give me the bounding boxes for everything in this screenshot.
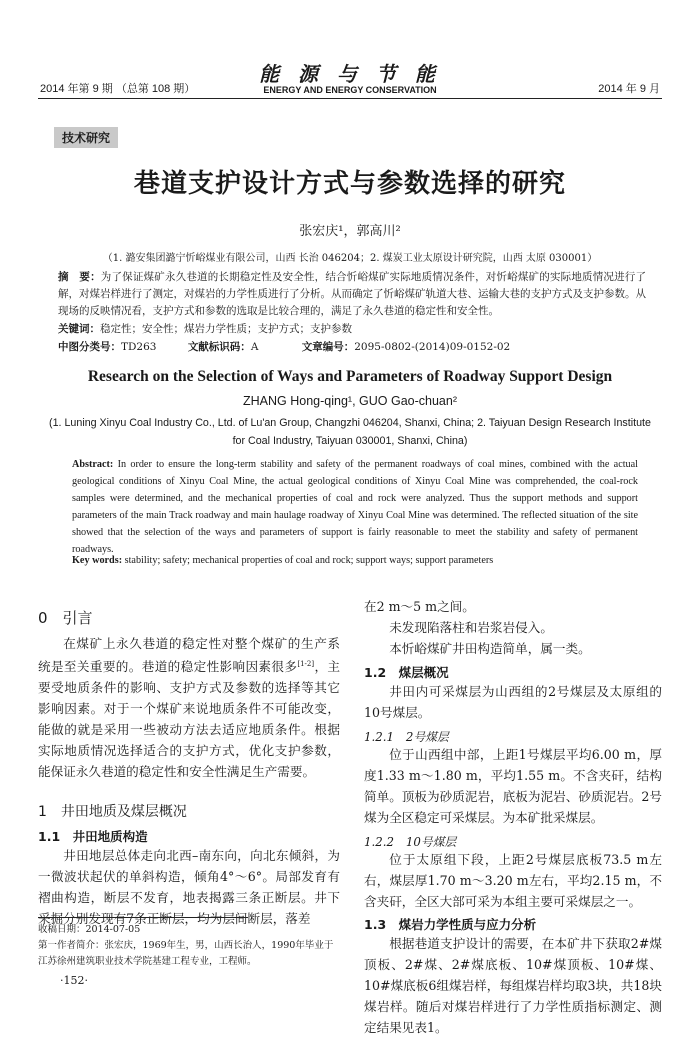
keywords-en-text: stability; safety; mechanical properties of coal and rock; support ways; support parameters <box>124 555 494 566</box>
intro-citation: [1-2] <box>297 660 315 668</box>
affiliation-en-line-1: (1. Luning Xinyu Coal Industry Co., Ltd. of Lu'an Group, Changzhi 046204, Shanxi, China; 2. Taiyuan Design Research Institute <box>49 417 651 429</box>
article-no-value: 2095-0802-(2014)09-0152-02 <box>354 341 511 353</box>
abstract-en <box>72 456 638 558</box>
journal-masthead <box>220 58 480 95</box>
title-cn: 巷道支护设计方式与参数选择的研究 <box>133 169 566 199</box>
section-1-1-paragraph: 井田地层总体走向北西–南东向，向北东倾斜，为一微波状起伏的单斜构造，倾角4°～6°。局部发育有褶曲构造，断层不发育，地表揭露三条正断层。井下采掘分别发现有7条正断层，均为层间断层，落差 <box>38 848 340 926</box>
structure-class-text: 本忻峪煤矿井田构造简单，属一类。 <box>389 641 591 656</box>
right-col-continuation: 在2 m～5 m之间。 <box>364 599 475 614</box>
intro-text-a: 在煤矿上永久巷道的稳定性对整个煤矿的生产系统是至关重要的。巷道的稳定性影响因素很多 <box>38 636 340 675</box>
section-1-2-1-heading: 1.2.1 2号煤层 <box>364 730 449 744</box>
affiliation-cn: （1. 潞安集团潞宁忻峪煤业有限公司，山西 长治 046204；2. 煤炭工业太原设计研究院，山西 太原 030001） <box>102 253 598 264</box>
footnotes <box>38 922 340 970</box>
affiliation-en <box>0 414 700 450</box>
issue-info: 2014 年第 9 期 （总第 108 期） <box>40 83 196 95</box>
section-0-heading: 0 引言 <box>38 609 93 627</box>
clc-label: 中图分类号： <box>58 341 121 353</box>
page-number: ·152· <box>60 974 88 987</box>
issue-date: 2014 年 9 月 <box>598 83 660 95</box>
doc-code-label: 文献标识码： <box>187 341 251 353</box>
section-1-1-heading: 1.1 井田地质构造 <box>38 829 148 844</box>
article-no-label: 文章编号： <box>301 341 355 353</box>
keywords-cn-text: 稳定性；安全性；煤岩力学性质；支护方式；支护参数 <box>100 323 352 335</box>
section-1-heading: 1 井田地质及煤层概况 <box>38 804 187 820</box>
author-bio: 第一作者简介：张宏庆，1969年生，男，山西长治人，1990年毕业于江苏徐州建筑职业技术学院基建工程专业，工程师。 <box>38 940 334 967</box>
journal-title-cn: 能 源 与 节 能 <box>259 62 441 86</box>
classification <box>58 339 646 356</box>
received-date: 收稿日期：2014-07-05 <box>38 924 141 935</box>
section-tag: 技术研究 <box>54 127 118 148</box>
abstract-en-text: In order to ensure the long-term stability and safety of the permanent roadways of coal mines, combined with the actual geological conditions of Xinyu Coal Mine, the actual geological conditions of Xinyu Coal Mine was comprehended, the coal-rock samples were determined, and the mechanical properties of coal and rock were analyzed. Thus the support methods and support parameters of the main Track roadway and main haulage roadway of Xinyu Coal Mine was determined. The reflected situation of the site showed that the selection of the ways and parameters of support is fairly reasonable to meet the stability and safety of permanent roadways. <box>72 459 639 555</box>
section-1-2-2-paragraph: 位于太原组下段，上距2号煤层底板73.5 m左右，煤层厚1.70 m～3.20 m左右，平均2.15 m，不含夹矸，全区大部可采为本组主要可采煤层之一。 <box>364 852 662 909</box>
section-1-3-paragraph: 根据巷道支护设计的需要，在本矿井下获取2#煤顶板、2#煤、2#煤底板、10#煤顶板、10#煤、10#煤底板6组煤岩样，每组煤岩样均取3块，共18块煤岩样。随后对煤岩样进行了力学性质指标测定、测定结果见表1。 <box>364 936 662 1035</box>
authors-en: ZHANG Hong-qing¹, GUO Gao-chuan² <box>243 394 457 408</box>
abstract-cn <box>58 269 646 320</box>
section-1-3-heading: 1.3 煤岩力学性质与应力分析 <box>364 917 537 932</box>
doc-code-value: A <box>250 341 259 353</box>
section-1-2-paragraph: 井田内可采煤层为山西组的2号煤层及太原组的10号煤层。 <box>364 684 662 720</box>
intro-paragraph <box>38 633 340 782</box>
section-1-2-2-heading: 1.2.2 10号煤层 <box>364 835 457 849</box>
clc-value: TD263 <box>121 341 157 353</box>
affiliation-en-line-2: for Coal Industry, Taiyuan 030001, Shanxi, China) <box>232 435 468 447</box>
journal-title-en: ENERGY AND ENERGY CONSERVATION <box>263 85 437 95</box>
keywords-cn-label: 关键词： <box>58 323 100 335</box>
abstract-cn-label: 摘 要： <box>58 271 101 283</box>
authors-cn: 张宏庆¹，郭高川² <box>299 224 401 239</box>
keywords-en-label: Key words: <box>72 555 123 566</box>
keywords-en <box>72 552 638 569</box>
section-1-2-1-paragraph: 位于山西组中部，上距1号煤层平均6.00 m，厚度1.33 m～1.80 m，平均1.55 m。不含夹矸，结构简单。顶板为砂质泥岩，底板为泥岩、砂质泥岩。2号煤为全区稳定可采煤层。为本矿批采煤层。 <box>364 747 662 825</box>
section-1-2-heading: 1.2 煤层概况 <box>364 665 449 680</box>
footnote-rule <box>38 917 248 918</box>
abstract-en-label: Abstract: <box>72 459 114 470</box>
header-rule <box>38 98 662 99</box>
title-en: Research on the Selection of Ways and Parameters of Roadway Support Design <box>87 368 613 385</box>
keywords-cn <box>58 321 646 338</box>
no-collapse-column-text: 未发现陷落柱和岩浆岩侵入。 <box>389 620 553 635</box>
abstract-cn-text: 为了保证煤矿永久巷道的长期稳定性及安全性，结合忻峪煤矿实际地质情况条件，对忻峪煤矿的实际地质情况进行了解，对煤岩样进行了测定，对煤岩的力学性质进行了分析。从而确定了忻峪煤矿轨道大巷、运输大巷的支护方式及支护参数。从现场的反映情况看，支护方式和参数的选取是比较合理的，满足了永久巷道的稳定性和安全性。 <box>58 271 647 317</box>
intro-text-b: ，主要受地质条件的影响、支护方式及参数的选择等其它影响因素。对于一个煤矿来说地质条件不可能改变，能做的就是采用一些被动方法去适应地质条件。根据实际地质情况选择适合的支护方式，优化支护参数，能保证永久巷道的稳定性和安全性满足生产需要。 <box>38 659 341 780</box>
